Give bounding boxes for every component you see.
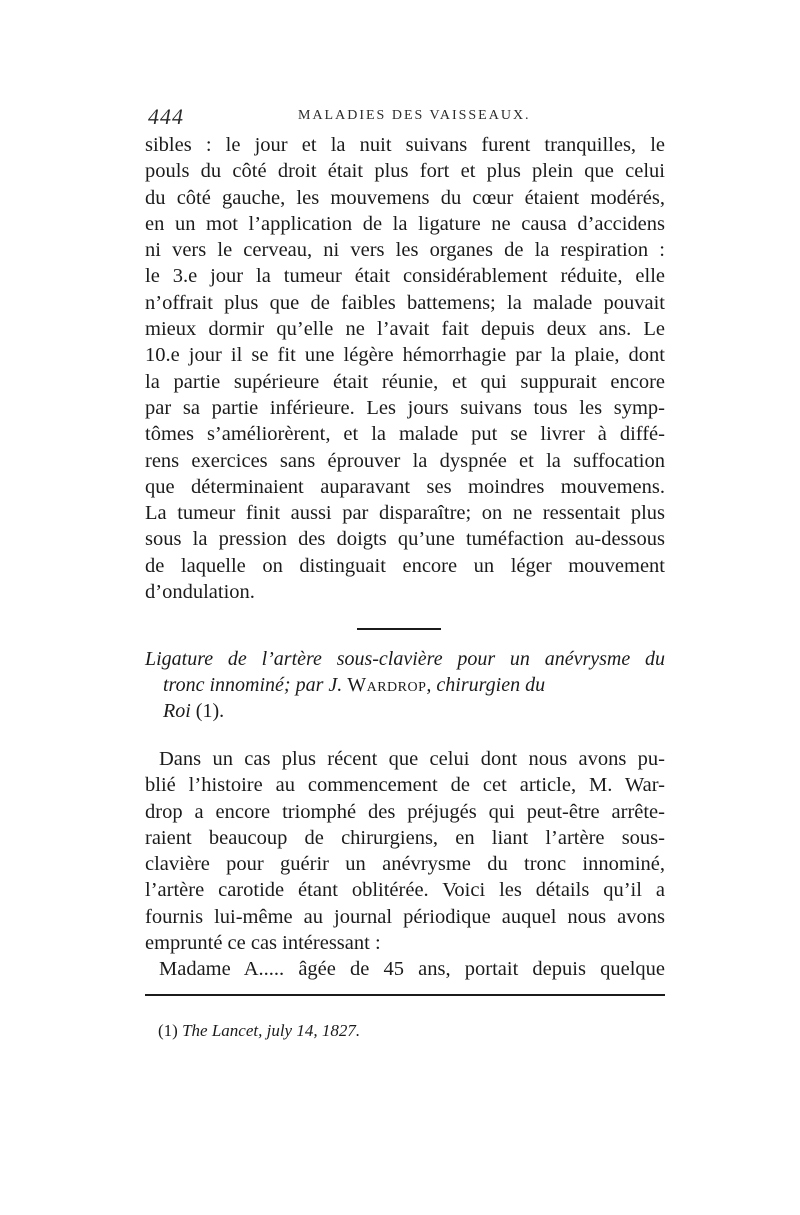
section-heading — [145, 646, 665, 724]
text-line: emprunté ce cas intéressant : — [145, 932, 381, 955]
footnote-reference: (1). — [195, 700, 225, 722]
paragraph-new — [145, 746, 665, 983]
text-line: l’artère carotide étant oblitérée. Voici les détails qu’il a — [145, 879, 665, 902]
footnote-source: The Lancet — [182, 1021, 259, 1040]
author-name: Wardrop — [347, 674, 427, 696]
text-line: fournis lui-même au journal périodique auquel nous avons — [145, 905, 665, 928]
text-line: clavière pour guérir un anévrysme du tronc innominé, — [145, 853, 665, 876]
text-line: drop a encore triomphé des préjugés qui peut-être arrête- — [145, 800, 665, 823]
text-line: la partie supérieure était réunie, et qui suppurait encore — [145, 370, 665, 393]
page-header — [148, 104, 668, 129]
page-number: 444 — [148, 104, 184, 129]
section-divider — [357, 628, 441, 630]
text-line: mieux dormir qu’elle ne l’avait fait depuis deux ans. Le — [145, 318, 665, 341]
text-line: d’ondulation. — [145, 581, 255, 604]
text-line: sous la pression des doigts qu’une tuméfaction au-dessous — [145, 528, 665, 551]
text-line: blié l’histoire au commencement de cet article, M. War- — [145, 774, 665, 797]
footnote-marker: (1) — [158, 1021, 183, 1040]
text-line: ni vers le cerveau, ni vers les organes de la respiration : — [145, 239, 665, 262]
heading-text: tronc innominé; par J. — [163, 674, 348, 696]
text-line: Dans un cas plus récent que celui dont nous avons pu- — [159, 748, 665, 770]
text-line: rens exercices sans éprouver la dyspnée et la suffocation — [145, 449, 665, 472]
text-line: La tumeur finit aussi par disparaître; on ne ressentait plus — [145, 502, 665, 525]
text-line: par sa partie inférieure. Les jours suivans tous les symp- — [145, 396, 665, 419]
heading-line — [145, 672, 665, 698]
footnote-divider — [145, 994, 665, 996]
text-line: en un mot l’application de la ligature ne causa d’accidens — [145, 212, 665, 235]
text-line: le 3.e jour la tumeur était considérablement réduite, elle — [145, 265, 665, 288]
heading-text: , chirurgien du — [426, 674, 546, 696]
text-line: 10.e jour il se fit une légère hémorrhagie par la plaie, dont — [145, 344, 665, 367]
text-line: du côté gauche, les mouvemens du cœur étaient modérés, — [145, 186, 665, 209]
footnote-date: , july 14, 1827. — [258, 1021, 361, 1040]
running-title: MALADIES DES VAISSEAUX. — [298, 108, 531, 123]
heading-line: Ligature de l’artère sous-clavière pour un anévrysme du — [145, 648, 665, 670]
text-line: raient beaucoup de chirurgiens, en liant l’artère sous- — [145, 826, 665, 849]
text-line: tômes s’améliorèrent, et la malade put se livrer à diffé- — [145, 423, 665, 446]
text-line: n’offrait plus que de faibles battemens; la malade pouvait — [145, 291, 665, 314]
heading-text: Roi — [163, 700, 196, 722]
footnote — [158, 1020, 360, 1042]
paragraph-continued — [145, 132, 665, 605]
text-line: pouls du côté droit était plus fort et plus plein que celui — [145, 160, 665, 183]
text-line: que déterminaient auparavant ses moindres mouvemens. — [145, 475, 665, 498]
text-line: de laquelle on distinguait encore un léger mouvement — [145, 554, 665, 577]
text-line: Madame A..... âgée de 45 ans, portait depuis quelque — [159, 958, 665, 981]
heading-line — [145, 698, 665, 724]
text-line: sibles : le jour et la nuit suivans furent tranquilles, le — [145, 134, 665, 156]
